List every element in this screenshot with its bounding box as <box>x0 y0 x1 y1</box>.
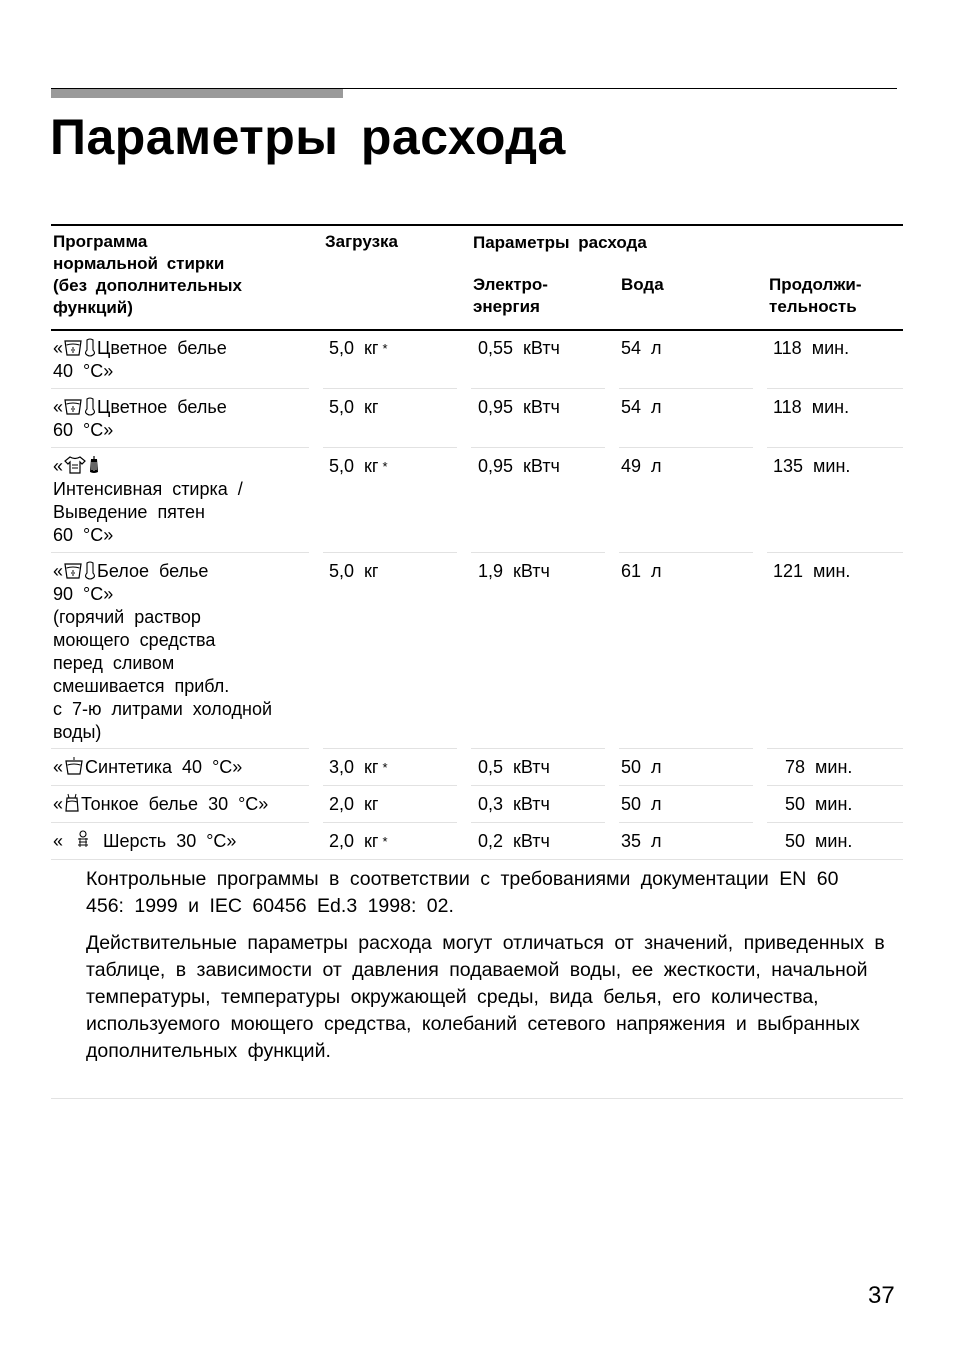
load-cell <box>329 396 382 419</box>
stain-brush-icon <box>87 455 101 475</box>
quote-mark: « <box>53 456 64 476</box>
load-cell <box>329 793 382 816</box>
table-row-program <box>53 830 236 853</box>
load-value: 5,0 кг <box>329 338 379 358</box>
header-duration <box>769 274 861 318</box>
cotton-tub-icon <box>63 397 83 416</box>
energy-cell: 0,95 кВтч <box>478 397 560 417</box>
energy-cell: 0,3 кВтч <box>478 794 550 814</box>
load-value: 5,0 кг <box>329 397 379 417</box>
load-value: 2,0 кг <box>329 831 379 851</box>
notes-bottom-border <box>51 1098 903 1099</box>
program-note: перед сливом <box>53 653 175 673</box>
row-separator <box>471 785 605 786</box>
footnote-star: * <box>382 834 388 849</box>
table-bottom-border <box>51 859 903 860</box>
wool-icon <box>73 830 93 850</box>
row-separator <box>619 785 753 786</box>
water-cell: 54 л <box>621 338 662 358</box>
row-separator <box>51 785 309 786</box>
table-top-border <box>51 224 903 226</box>
load-value: 2,0 кг <box>329 794 379 814</box>
row-separator <box>323 785 457 786</box>
water-cell: 50 л <box>621 794 662 814</box>
energy-cell: 0,55 кВтч <box>478 338 560 358</box>
water-cell: 61 л <box>621 561 662 581</box>
program-note: (горячий раствор <box>53 607 201 627</box>
row-separator <box>767 388 903 389</box>
row-separator <box>471 447 605 448</box>
table-header-border <box>51 329 903 331</box>
table-row-program <box>53 560 272 744</box>
header-energy <box>473 274 548 318</box>
quote-mark: « <box>53 757 64 777</box>
load-value: 3,0 кг <box>329 757 379 777</box>
program-name: Тонкое белье 30 °С» <box>81 794 269 814</box>
synthetic-tub-icon <box>63 757 85 776</box>
row-separator <box>51 552 309 553</box>
row-separator <box>767 552 903 553</box>
table-row-program <box>53 756 242 779</box>
program-temperature: 90 °С» <box>53 584 114 604</box>
top-rule-accent <box>51 89 343 98</box>
header-energy-line: Электро- <box>473 275 548 294</box>
cotton-tub-icon <box>63 338 83 357</box>
note-paragraph-standards: Контрольные программы в соответствии с требованиями документации EN 60 456: 1999 и IEC 60456 Ed.3 1998: 02. <box>86 868 839 917</box>
row-separator <box>51 748 309 749</box>
quote-mark: « <box>53 794 64 814</box>
quote-mark: « <box>53 561 64 581</box>
row-separator <box>323 822 457 823</box>
load-cell <box>329 756 388 779</box>
temperature-bulb-icon <box>83 561 97 580</box>
row-separator <box>619 748 753 749</box>
energy-cell: 0,2 кВтч <box>478 831 550 851</box>
row-separator <box>619 388 753 389</box>
energy-cell: 1,9 кВтч <box>478 561 550 581</box>
table-row-program <box>53 337 227 383</box>
duration-cell: 118 мин. <box>773 397 850 417</box>
program-name: Шерсть 30 °С» <box>103 831 237 851</box>
table-row-program <box>53 396 227 442</box>
load-cell <box>329 560 382 583</box>
quote-mark: « <box>53 338 64 358</box>
footnote-star: * <box>382 341 388 356</box>
header-duration-line: тельность <box>769 297 857 316</box>
program-name: Интенсивная стирка / <box>53 479 243 499</box>
page-number: 37 <box>868 1282 895 1309</box>
program-note: воды) <box>53 722 102 742</box>
load-value: 5,0 кг <box>329 561 379 581</box>
row-separator <box>471 552 605 553</box>
table-row-program <box>53 455 243 547</box>
duration-cell: 50 мин. <box>785 831 853 851</box>
energy-cell: 0,95 кВтч <box>478 456 560 476</box>
shirt-icon <box>63 455 87 475</box>
program-name: Синтетика 40 °С» <box>85 757 243 777</box>
row-separator <box>323 388 457 389</box>
cotton-tub-icon <box>63 561 83 580</box>
duration-cell: 78 мин. <box>785 757 853 777</box>
row-separator <box>471 748 605 749</box>
water-cell: 49 л <box>621 456 662 476</box>
header-program-line: нормальной стирки <box>53 254 225 273</box>
header-duration-line: Продолжи- <box>769 275 862 294</box>
duration-cell: 118 мин. <box>773 338 850 358</box>
quote-mark: « <box>53 397 64 417</box>
water-cell: 54 л <box>621 397 662 417</box>
note-paragraph-disclaimer: Действительные параметры расхода могут отличаться от значений, приведенных в таблице, в зависимости от давления подаваемой воды, ее жесткости, начальной температуры, температуры окружающей среды, вида белья, его количества, используемого моющего средства, колебаний сетевого напряжения и выбранных дополнительных функций. <box>86 932 885 1062</box>
program-note: с 7-ю литрами холодной <box>53 699 273 719</box>
program-name: Выведение пятен <box>53 502 205 522</box>
quote-mark: « <box>53 831 64 851</box>
row-separator <box>471 388 605 389</box>
header-consumption: Параметры расхода <box>473 233 647 252</box>
program-temperature: 40 °С» <box>53 361 114 381</box>
header-water: Вода <box>621 275 664 294</box>
page-title: Параметры расхода <box>50 109 566 165</box>
row-separator <box>51 388 309 389</box>
water-cell: 35 л <box>621 831 662 851</box>
header-program-line: (без дополнительных <box>53 276 242 295</box>
program-name: Цветное белье <box>97 397 227 417</box>
load-cell <box>329 337 388 360</box>
row-separator <box>471 822 605 823</box>
program-note: смешивается прибл. <box>53 676 230 696</box>
water-cell: 50 л <box>621 757 662 777</box>
header-program <box>53 231 242 319</box>
energy-cell: 0,5 кВтч <box>478 757 550 777</box>
row-separator <box>323 552 457 553</box>
row-separator <box>619 822 753 823</box>
temperature-bulb-icon <box>83 397 97 416</box>
row-separator <box>51 822 309 823</box>
row-separator <box>619 552 753 553</box>
load-cell <box>329 830 388 853</box>
program-note: моющего средства <box>53 630 216 650</box>
header-program-line: функций) <box>53 298 133 317</box>
header-energy-line: энергия <box>473 297 540 316</box>
footnote-star: * <box>382 459 388 474</box>
program-temperature: 60 °С» <box>53 420 114 440</box>
header-load: Загрузка <box>325 232 398 251</box>
footnote-star: * <box>382 760 388 775</box>
row-separator <box>767 447 903 448</box>
row-separator <box>767 785 903 786</box>
program-name: Цветное белье <box>97 338 227 358</box>
load-value: 5,0 кг <box>329 456 379 476</box>
header-program-line: Программа <box>53 232 148 251</box>
program-temperature: 60 °С» <box>53 525 114 545</box>
row-separator <box>767 822 903 823</box>
row-separator <box>323 447 457 448</box>
duration-cell: 121 мин. <box>773 561 851 581</box>
duration-cell: 50 мин. <box>785 794 853 814</box>
load-cell <box>329 455 388 478</box>
row-separator <box>51 447 309 448</box>
delicates-tub-icon <box>63 793 81 813</box>
row-separator <box>323 748 457 749</box>
row-separator <box>619 447 753 448</box>
program-name: Белое белье <box>97 561 209 581</box>
temperature-bulb-icon <box>83 338 97 357</box>
table-row-program <box>53 793 268 816</box>
row-separator <box>767 748 903 749</box>
duration-cell: 135 мин. <box>773 456 851 476</box>
